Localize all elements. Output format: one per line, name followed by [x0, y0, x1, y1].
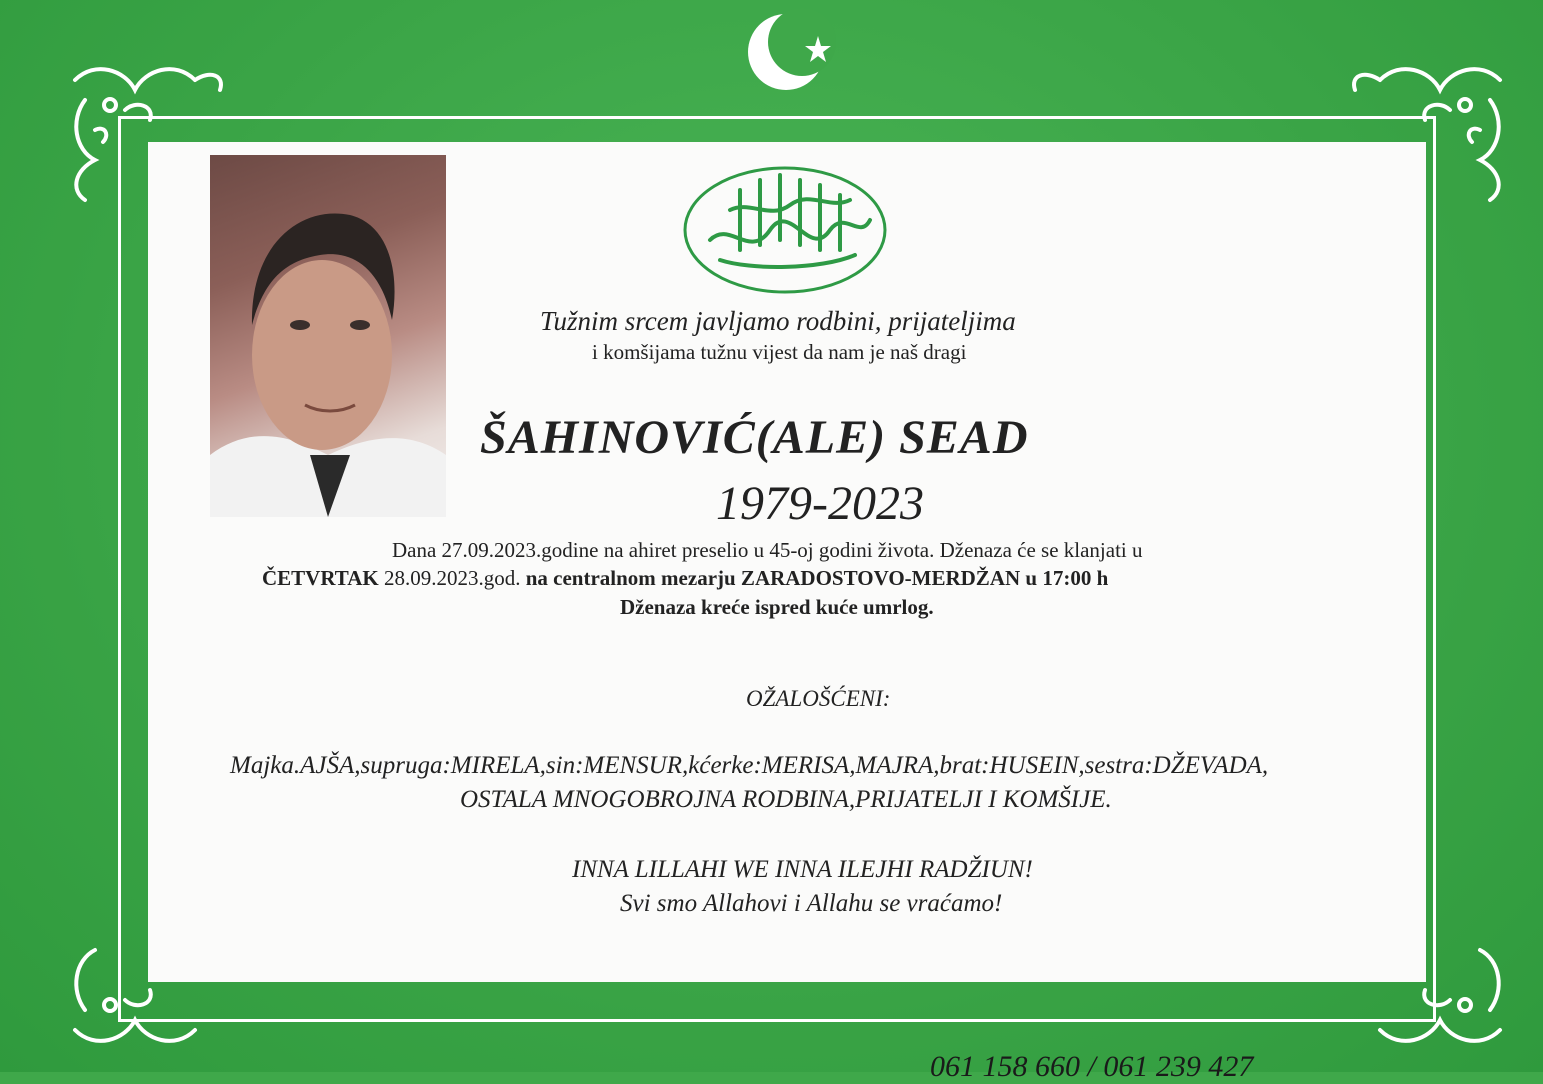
intro-line-1: Tužnim srcem javljamo rodbini, prijateljima: [540, 306, 1016, 336]
mourners-title: OŽALOŠĆENI:: [746, 686, 891, 711]
funeral-location: na centralnom mezarju ZARADOSTOVO-MERDŽAN u 17:00 h: [520, 566, 1109, 590]
mourners-line-2: OSTALA MNOGOBROJNA RODBINA,PRIJATELJI I KOMŠIJE.: [460, 786, 1112, 813]
closing-line-2: Svi smo Allahovi i Allahu se vraćamo!: [620, 890, 1003, 917]
deceased-name: ŠAHINOVIĆ(ALE) SEAD: [480, 411, 1029, 464]
portrait-photo: [210, 155, 446, 517]
details-line-1: Dana 27.09.2023.godine na ahiret preselio u 45-oj godini života. Dženaza će se klanjati u: [392, 538, 1143, 562]
calligraphy-emblem-icon: [680, 150, 890, 300]
deceased-years: 1979-2023: [716, 477, 924, 530]
footer-contact: 061 158 660 / 061 239 427: [930, 1050, 1254, 1083]
details-line-3: Dženaza kreće ispred kuće umrlog.: [620, 595, 934, 619]
crescent-star-icon: [740, 6, 840, 98]
intro-line-2: i komšijama tužnu vijest da nam je naš dragi: [592, 340, 967, 364]
closing-line-1: INNA LILLAHI WE INNA ILEJHI RADŽIUN!: [572, 856, 1033, 883]
details-line-2: [262, 566, 1108, 591]
funeral-date: 28.09.2023.god.: [378, 566, 521, 590]
mourners-line-1: Majka.AJŠA,supruga:MIRELA,sin:MENSUR,kćerke:MERISA,MAJRA,brat:HUSEIN,sestra:DŽEVADA,: [230, 752, 1269, 779]
funeral-day: ČETVRTAK: [262, 566, 379, 590]
